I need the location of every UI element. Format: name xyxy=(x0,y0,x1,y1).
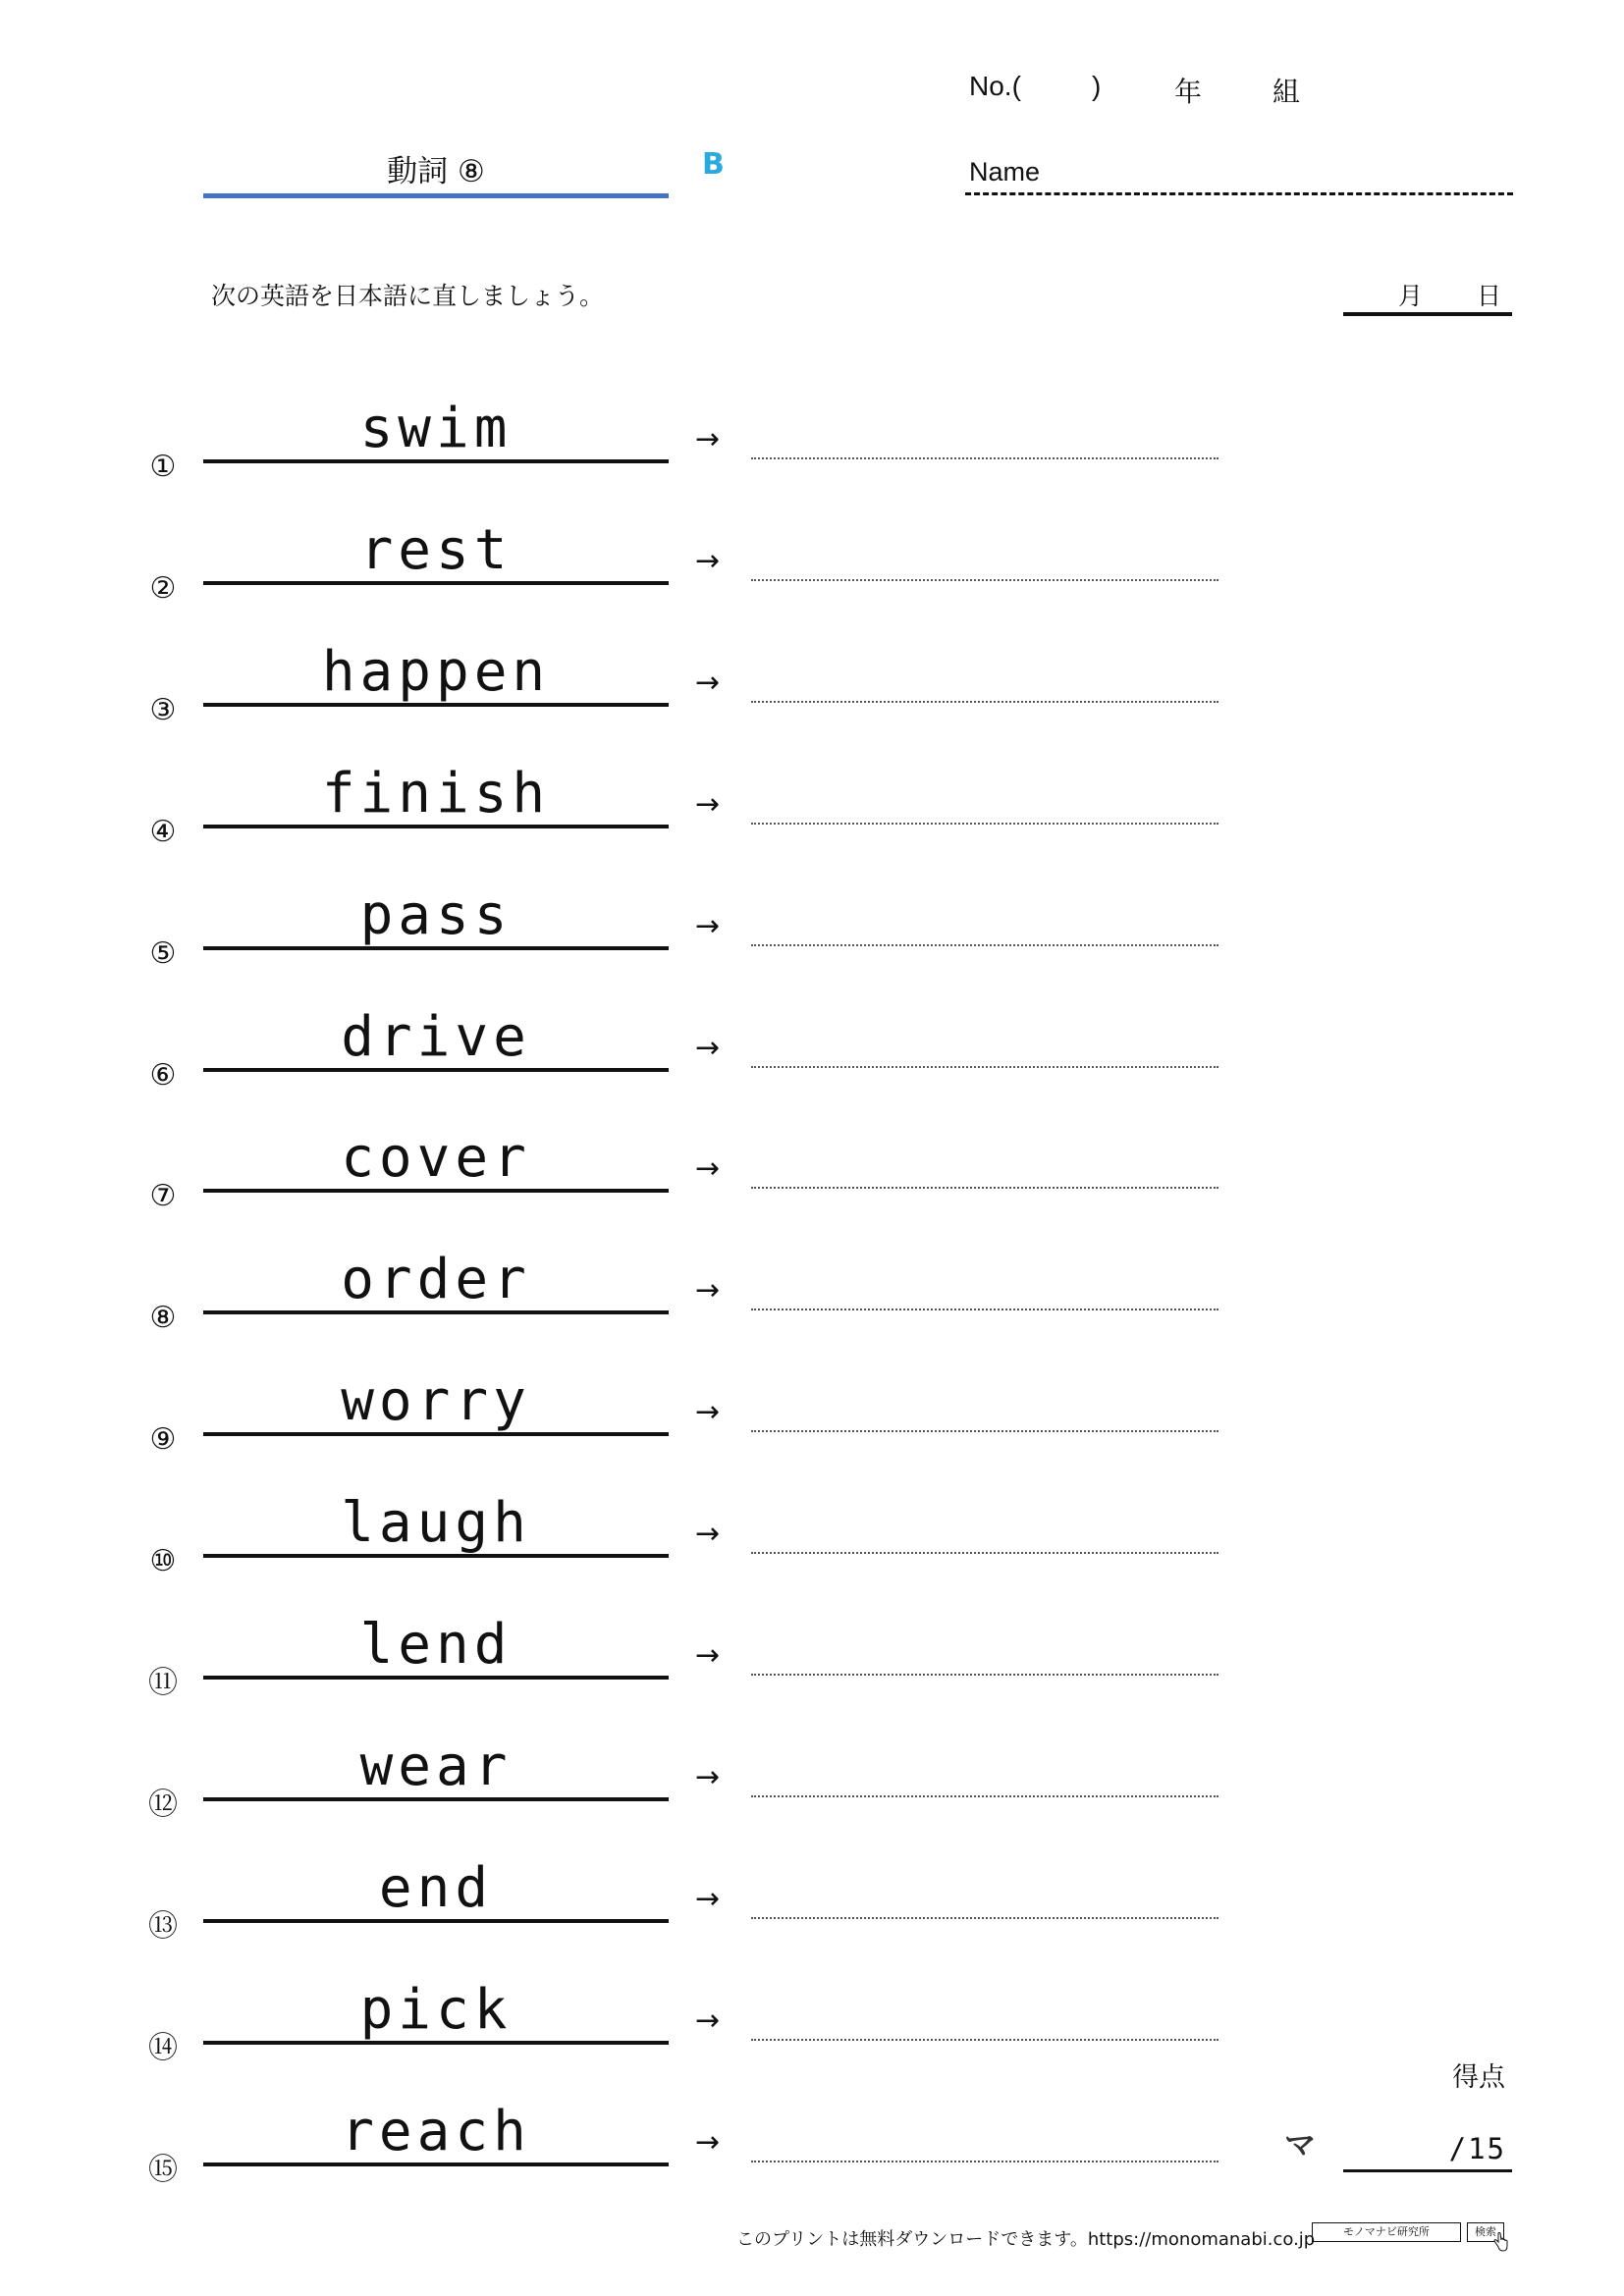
english-word: end xyxy=(378,1855,494,1920)
question-row xyxy=(0,1597,1624,1719)
arrow-icon: → xyxy=(695,1151,721,1187)
answer-field[interactable] xyxy=(751,701,1218,703)
question-number: ⑩ xyxy=(149,1544,177,1579)
date-field[interactable] xyxy=(1343,277,1512,316)
arrow-icon: → xyxy=(695,1638,721,1673)
arrow-icon: → xyxy=(695,1517,721,1552)
question-row xyxy=(0,381,1624,503)
arrow-icon: → xyxy=(695,786,721,822)
word-underline xyxy=(203,1736,669,1801)
word-underline xyxy=(203,1128,669,1193)
english-word: reach xyxy=(341,2099,531,2163)
english-word: rest xyxy=(359,517,513,582)
answer-field[interactable] xyxy=(751,1552,1218,1554)
question-number: ⑧ xyxy=(149,1301,177,1336)
arrow-icon: → xyxy=(695,543,721,578)
arrow-icon: → xyxy=(695,1881,721,1916)
english-word: drive xyxy=(341,1004,531,1069)
question-number: ① xyxy=(149,450,177,484)
word-underline xyxy=(203,639,669,707)
page-title: 動詞 ⑧ xyxy=(387,154,485,189)
word-underline xyxy=(203,2099,669,2166)
english-word: finish xyxy=(321,761,551,826)
question-row xyxy=(0,1841,1624,1962)
word-underline xyxy=(203,761,669,828)
word-underline xyxy=(203,399,669,463)
question-number: ⑦ xyxy=(149,1179,177,1214)
english-word: lend xyxy=(359,1613,513,1677)
question-number: ③ xyxy=(149,692,177,727)
answer-field[interactable] xyxy=(751,579,1218,581)
question-number: ⑮ xyxy=(148,2152,178,2187)
answer-field[interactable] xyxy=(751,1795,1218,1797)
word-underline xyxy=(203,517,669,585)
class-label: 組 xyxy=(1272,76,1301,108)
english-word: laugh xyxy=(341,1491,531,1556)
name-field[interactable] xyxy=(965,155,1513,195)
name-label: Name xyxy=(969,157,1041,187)
answer-field[interactable] xyxy=(751,1308,1218,1310)
question-row xyxy=(0,1354,1624,1475)
word-underline xyxy=(203,1493,669,1558)
question-number: ⑥ xyxy=(149,1057,177,1093)
answer-field[interactable] xyxy=(751,457,1218,459)
question-number: ② xyxy=(149,570,177,606)
score-field[interactable] xyxy=(1343,2130,1512,2172)
day-label: 日 xyxy=(1477,282,1502,310)
question-number: ⑤ xyxy=(149,935,177,971)
arrow-icon: → xyxy=(695,2002,721,2038)
word-underline xyxy=(203,1855,669,1923)
question-number: ⑪ xyxy=(148,1666,178,1700)
question-row xyxy=(0,1232,1624,1354)
title-underline xyxy=(203,142,669,198)
arrow-icon: → xyxy=(695,422,721,456)
answer-field[interactable] xyxy=(751,823,1218,825)
number-label: No.( xyxy=(969,71,1021,101)
english-word: happen xyxy=(321,639,551,704)
question-row xyxy=(0,1475,1624,1597)
question-row xyxy=(0,1110,1624,1232)
question-row xyxy=(0,1962,1624,2084)
question-number: ⑬ xyxy=(148,1908,178,1944)
year-label: 年 xyxy=(1174,76,1203,108)
arrow-icon: → xyxy=(695,1030,721,1065)
answer-field[interactable] xyxy=(751,1066,1218,1068)
question-row xyxy=(0,624,1624,746)
word-underline xyxy=(203,882,669,950)
english-word: cover xyxy=(341,1126,531,1191)
word-underline xyxy=(203,1004,669,1072)
word-underline xyxy=(203,1371,669,1436)
question-row xyxy=(0,1719,1624,1841)
number-label-close: ) xyxy=(1092,71,1102,101)
english-word: worry xyxy=(341,1369,531,1434)
question-row xyxy=(0,868,1624,989)
english-word: pick xyxy=(359,1977,513,2042)
arrow-icon: → xyxy=(695,2124,721,2160)
question-row xyxy=(0,746,1624,868)
score-label: 得点 xyxy=(1452,2062,1505,2093)
question-number: ⑫ xyxy=(148,1787,178,1822)
search-box: モノマナビ研究所 xyxy=(1312,2222,1461,2242)
english-word: pass xyxy=(359,882,513,947)
arrow-icon: → xyxy=(695,665,721,700)
english-word: order xyxy=(341,1248,531,1312)
question-row xyxy=(0,503,1624,624)
answer-field[interactable] xyxy=(751,2161,1218,2163)
arrow-icon: → xyxy=(695,1273,721,1308)
answer-field[interactable] xyxy=(751,1187,1218,1189)
arrow-icon: → xyxy=(695,908,721,943)
answer-field[interactable] xyxy=(751,1430,1218,1432)
pointer-hand-icon xyxy=(1492,2232,1508,2252)
question-row xyxy=(0,989,1624,1111)
arrow-icon: → xyxy=(695,1759,721,1794)
month-label: 月 xyxy=(1398,282,1424,310)
word-underline xyxy=(203,1977,669,2045)
answer-field[interactable] xyxy=(751,2039,1218,2041)
word-underline xyxy=(203,1250,669,1314)
answer-field[interactable] xyxy=(751,944,1218,946)
question-number: ⑭ xyxy=(148,2030,178,2065)
english-word: wear xyxy=(359,1734,513,1798)
english-word: swim xyxy=(359,397,513,460)
search-button: 検索 xyxy=(1467,2222,1504,2242)
instruction-text: 次の英語を日本語に直しましょう。 xyxy=(211,282,605,310)
answer-field[interactable] xyxy=(751,1917,1218,1919)
score-total: /15 xyxy=(1448,2132,1506,2165)
level-badge: B xyxy=(702,147,725,182)
footer-text: このプリントは無料ダウンロードできます。https://monomanabi.co.jp xyxy=(736,2229,1316,2250)
question-number: ⑨ xyxy=(149,1422,177,1458)
answer-field[interactable] xyxy=(751,1674,1218,1676)
question-number: ④ xyxy=(149,814,177,849)
logo-mark: マ xyxy=(1284,2126,1317,2163)
word-underline xyxy=(203,1615,669,1680)
arrow-icon: → xyxy=(695,1395,721,1430)
